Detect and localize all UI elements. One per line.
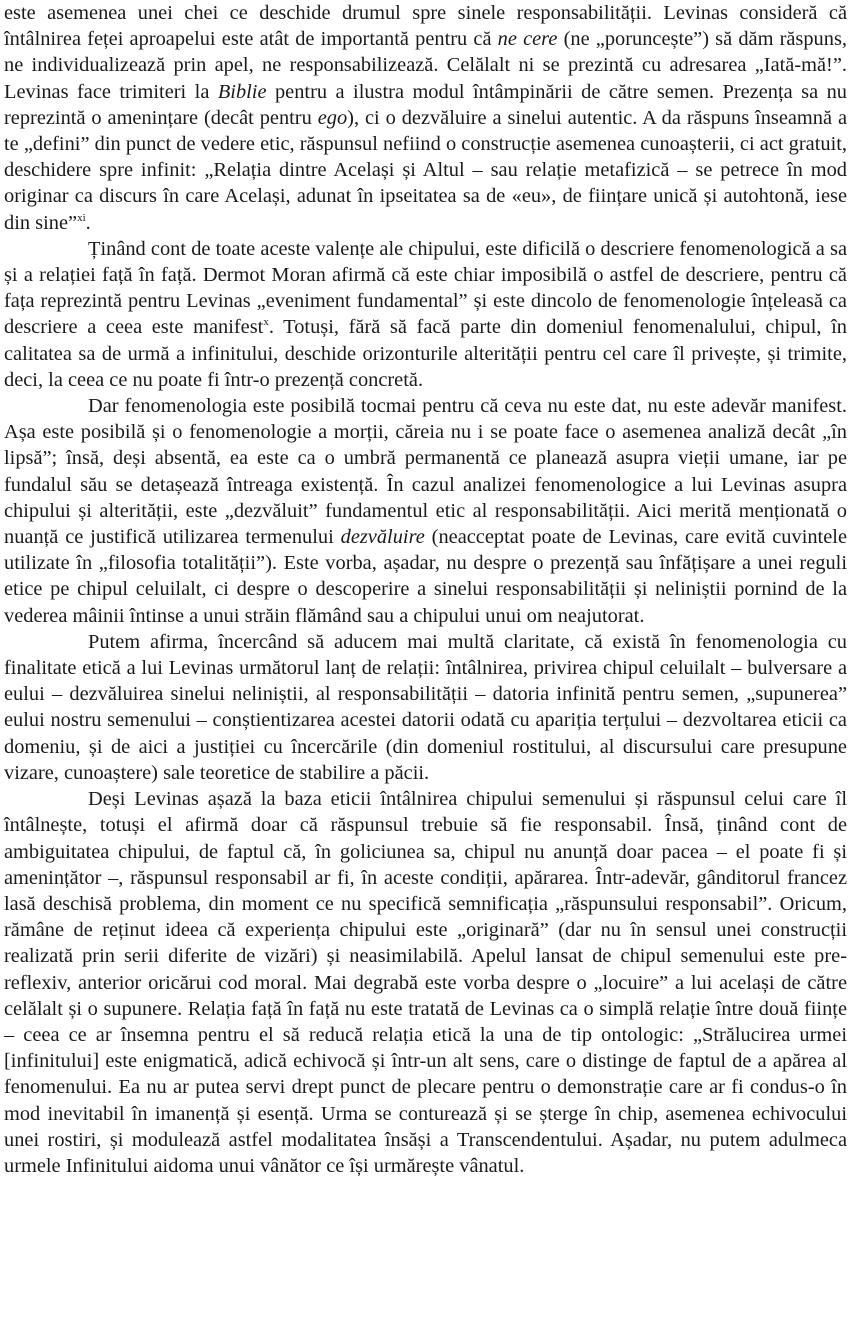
italic-term: dezvăluire [340, 526, 425, 549]
paragraph-4 [4, 629, 847, 786]
text-run: ), ci o dezvăluire a sinelui autentic. A da răspuns înseamnă a te „defini” din punct de vedere etic, răspunsul nefiind o construcție asemenea cunoașterii, ci act gratuit, deschidere spre infinit: „Relația dintre Același și Altul – sau relație metafizică – se petrece în mod originar ca discurs în care Același, adunat în ipseitatea sa de «eu», de ființare unică și autohtonă, iese din sine” [4, 106, 847, 234]
text-run: este asemenea unei chei ce deschide drumul spre sinele responsabilității. Levinas consideră că întâlnirea feței aproapelui este atât de importantă pentru că [4, 2, 847, 51]
text-run: Deși Levinas așază la baza eticii întâlnirea chipului semenului și răspunsul celui care îl întâlnește, totuși el afirmă doar că răspunsul trebuie să fie responsabil. Însă, ținând cont de ambiguitatea chipului, de faptul că, în goliciunea sa, chipul nu anunță doar pacea – el poate fi și amenințător –, răspunsul responsabil ar fi, în aceste condiții, apărarea. Într-adevăr, gânditorul francez lasă deschisă problema, din moment ce nu specifică semnificația „răspunsului responsabil”. Oricum, rămâne de reținut ideea că experiența chipului este „originară” (dar nu în sensul unei construcții realizată prin serii diferite de vizări) și neasimilabilă. Apelul lansat de chipul semenului este pre-reflexiv, anterior oricărui cod moral. Mai degrabă este vorba despre o „locuire” a lui același de către celălalt și o supunere. Relația față în față nu este tratată de Levinas ca o simplă relație între două ființe – ceea ce ar însemna pentru el să reducă relația etică la una de tip ontologic: „Strălucirea urmei [infinitului] este enigmatică, adică echivocă și într-un alt sens, care o distinge de faptul de a apărea al fenomenului. Ea nu ar putea servi drept punct de plecare pentru o demonstrație care ar fi condus-o în mod inevitabil în imanență și esență. Urma se conturează și se șterge în chip, asemenea echivocului unei rostiri, și modulează astfel modalitatea însăși a Transcendentului. Așadar, nu putem adulmeca urmele Infinitului aidoma unui vânător ce își urmărește vânatul. [4, 788, 847, 1177]
text-run: Ținând cont de toate aceste valențe ale chipului, este dificilă o descriere fenomenologică a sa și a relației față în față. Dermot Moran afirmă că este chiar imposibilă o astfel de descriere, pentru că fața reprezintă pentru Levinas „eveniment fundamental” și este dincolo de fenomenologie înțeleasă ca descriere a ceea este manifest [4, 237, 847, 339]
body-text [4, 0, 847, 1179]
footnote-marker: xi [77, 211, 86, 224]
text-run: (ne „poruncește”) să dăm răspuns, ne individualizează prin apel, ne responsabilizează. Celălalt ni se prezintă cu adresarea „Iată-mă!”. Levinas face trimiteri la [4, 28, 847, 103]
paragraph-2 [4, 236, 847, 393]
text-run: . [85, 211, 91, 234]
text-run: . Totuși, fără să facă parte din domeniul fenomenalului, chipul, în calitatea sa de urmă a infinitului, deschide orizonturile alterității pentru cel care îl privește, și trimite, deci, la ceea ce nu poate fi într-o prezență concretă. [4, 316, 847, 391]
italic-term: Biblie [217, 80, 267, 103]
text-run: Putem afirma, încercând să aducem mai multă claritate, că există în fenomenologia cu finalitate etică a lui Levinas următorul lanț de relații: întâlnirea, privirea chipul celuilalt – bulversare a eului – dezvăluirea sinelui neliniștii, al responsabilității – datoria infinită pentru semen, „supunerea” eului nostru semenului – conștientizarea acestei datorii odată cu apariția terțului – dezvoltarea eticii ca domeniu, și de aici a justiției cu încercările (din domeniul rostitului, al discursului care presupune vizare, cunoaștere) sale teoretice de stabilire a păcii. [4, 630, 847, 784]
paragraph-5 [4, 786, 847, 1179]
text-run: (neacceptat poate de Levinas, care evită cuvintele utilizate în „filosofia totalității”). Este vorba, așadar, nu despre o prezență sau înfățișare a unei reguli etice pe chipul celuilalt, ci despre o descoperire a sinelui responsabilității și neliniștii pornind de la vederea mâinii întinse a unui străin flămând sau a chipului unui om neajutorat. [4, 526, 847, 627]
text-run: Dar fenomenologia este posibilă tocmai pentru că ceva nu este dat, nu este adevăr manifest. Așa este posibilă și o fenomenologie a morții, căreia nu i se poate face o asemenea analiză decât „în lipsă”; însă, deși absentă, ea este ca o umbră permanentă ce planează asupra vieții umane, iar pe fundalul său se detașează întreaga existență. În cazul analizei fenomenologice a lui Levinas asupra chipului și alterității, este „dezvăluit” fundamentul etic al responsabilității. Aici merită menționată o nuanță ce justifică utilizarea termenului [4, 395, 847, 549]
paragraph-3 [4, 393, 847, 629]
text-run: pentru a ilustra modul întâmpinării de către semen. Prezența sa nu reprezintă o amenințare (decât pentru [4, 80, 847, 129]
italic-term: ego [317, 106, 348, 129]
italic-term: ne cere [497, 28, 558, 51]
footnote-marker: x [263, 316, 269, 329]
paragraph-1 [4, 0, 847, 236]
